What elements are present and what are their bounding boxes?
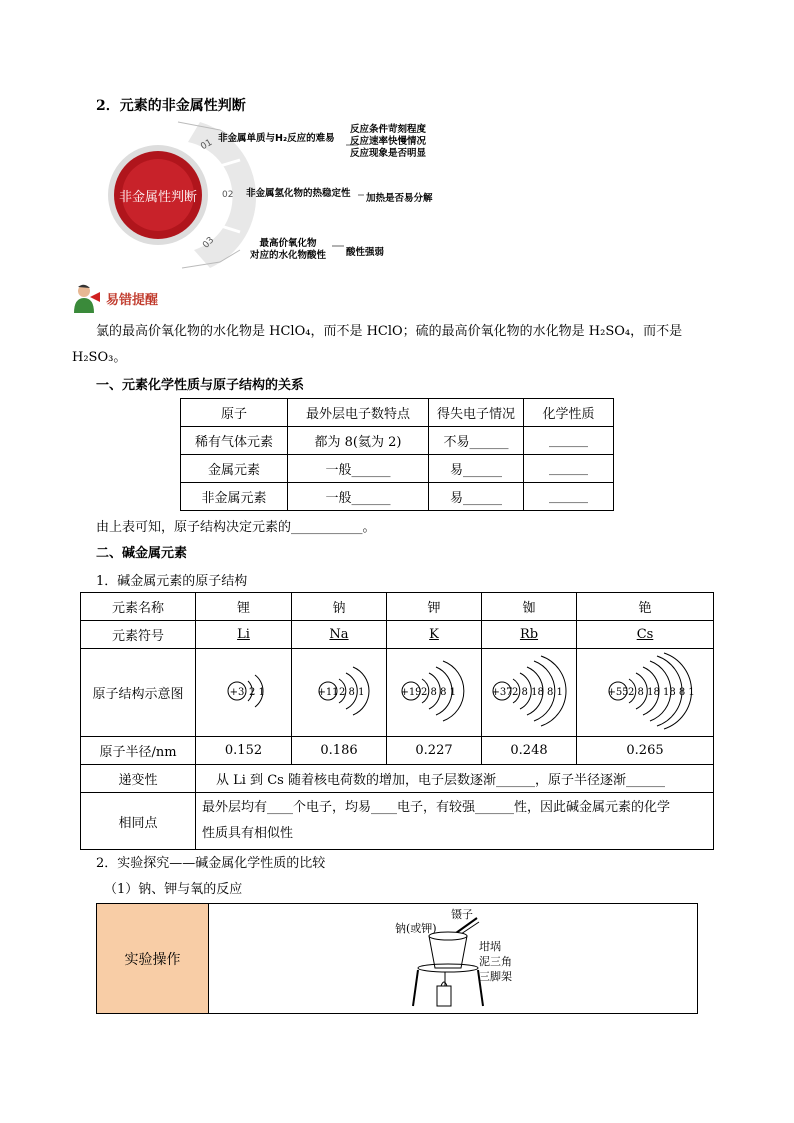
- electron-shells: 2 8 18 8 1: [512, 686, 563, 698]
- table-cell: [577, 621, 714, 649]
- table-cell: ______: [524, 455, 614, 483]
- table-cell: 0.248: [482, 737, 577, 765]
- similarity-line: 性质具有相似性: [202, 826, 294, 841]
- table-cell: ______: [524, 483, 614, 511]
- row-header: 元素符号: [81, 621, 196, 649]
- sodium-atom-diagram: [294, 651, 384, 731]
- subsection-2-1-title: （1）钠、钾与氧的反应: [104, 882, 243, 897]
- atom-diagram-cell: [387, 649, 482, 737]
- atom-diagram-cell: [196, 649, 292, 737]
- nucleus-charge: +37: [491, 686, 513, 698]
- table-cell: 一般______: [288, 455, 429, 483]
- diagram-item-1-detail: 反应现象是否明显: [350, 148, 427, 159]
- lithium-atom-diagram: [199, 651, 289, 731]
- table-cell: 金属元素: [181, 455, 288, 483]
- nucleus-charge: +3: [229, 686, 244, 698]
- row-header: 递变性: [81, 765, 196, 793]
- trend-cell: 从 Li 到 Cs 随着核电荷数的增加，电子层数逐渐______，原子半径逐渐______: [196, 765, 714, 793]
- table-cell: 一般______: [288, 483, 429, 511]
- row-header: 元素名称: [81, 593, 196, 621]
- table-header-row: [181, 399, 614, 427]
- table-conclusion: 由上表可知，原子结构决定元素的___________。: [96, 520, 376, 535]
- teacher-icon: [72, 283, 102, 313]
- atom-diagram-cell: [482, 649, 577, 737]
- table-row: [81, 649, 714, 737]
- label-metal: 钠(或钾): [395, 922, 437, 935]
- element-symbol: Li: [237, 627, 250, 642]
- table-cell: 0.186: [292, 737, 387, 765]
- subsection-1-title: 1．碱金属元素的原子结构: [96, 574, 248, 589]
- table-cell: 0.265: [577, 737, 714, 765]
- diagram-item-3: [250, 238, 326, 262]
- table-row: [81, 765, 714, 793]
- table-cell: 钾: [387, 593, 482, 621]
- row-header: 相同点: [81, 793, 196, 850]
- diagram-item-2-detail: 加热是否易分解: [366, 193, 433, 204]
- section-heading: 2．元素的非金属性判断: [96, 98, 246, 114]
- table-cell: 稀有气体元素: [181, 427, 288, 455]
- table-header: 原子: [181, 399, 288, 427]
- diagram-item-3-line: 最高价氧化物: [259, 238, 317, 249]
- table-cell: [482, 621, 577, 649]
- diagram-item-3-line: 对应的水化物酸性: [250, 250, 327, 261]
- alkali-structure-table: [80, 592, 714, 850]
- table-cell: [196, 621, 292, 649]
- table-cell: 锂: [196, 593, 292, 621]
- table-cell: 铯: [577, 593, 714, 621]
- electron-shells: 2 8 8 1: [421, 686, 456, 698]
- diagram-item-3-detail: 酸性强弱: [346, 247, 385, 258]
- nucleus-charge: +55: [607, 686, 629, 698]
- row-header: 原子结构示意图: [81, 649, 196, 737]
- label-clay-triangle: 泥三角: [479, 955, 512, 968]
- label-tripod: 三脚架: [479, 970, 512, 983]
- diagram-item-1-details: [350, 124, 426, 160]
- table-cell: 铷: [482, 593, 577, 621]
- table-cell: [387, 621, 482, 649]
- experiment-op-label: 实验操作: [97, 904, 209, 1013]
- element-symbol: Cs: [636, 627, 654, 642]
- table-row: [81, 621, 714, 649]
- row-header: 原子半径/nm: [81, 737, 196, 765]
- label-crucible: 坩埚: [479, 940, 501, 953]
- nucleus-charge: +19: [400, 686, 422, 698]
- electron-shells: 2 8 18 18 8 1: [628, 686, 695, 698]
- section-2-title: 二、碱金属元素: [96, 546, 188, 561]
- table-cell: [292, 621, 387, 649]
- atom-diagram-cell: [577, 649, 714, 737]
- table-cell: 钠: [292, 593, 387, 621]
- rubidium-atom-diagram: [484, 651, 574, 731]
- diagram-number-01: 01: [199, 137, 215, 153]
- cesium-atom-diagram: [580, 651, 710, 731]
- element-symbol: Na: [329, 627, 349, 642]
- subsection-2-title: 2．实验探究——碱金属化学性质的比较: [96, 856, 326, 871]
- section-1-title: 一、元素化学性质与原子结构的关系: [96, 378, 305, 393]
- diagram-number-02: 02: [222, 190, 234, 200]
- table-row: [181, 483, 614, 511]
- electron-shells: 2 8 1: [339, 686, 365, 698]
- table-cell: 易______: [429, 455, 524, 483]
- tip-text-line-1: 氯的最高价氧化物的水化物是 HClO₄，而不是 HClO；硫的最高价氧化物的水化物是 H₂SO₄，而不是: [96, 324, 683, 339]
- table-row: [81, 737, 714, 765]
- similarity-cell: [196, 793, 714, 850]
- table-cell: 不易______: [429, 427, 524, 455]
- tip-text-line-2: H₂SO₃。: [72, 350, 127, 365]
- table-header: 化学性质: [524, 399, 614, 427]
- atom-diagram-cell: [292, 649, 387, 737]
- similarity-line: 最外层均有____个电子，均易____电子，有较强______性，因此碱金属元素的化学: [202, 800, 671, 815]
- table-cell: 非金属元素: [181, 483, 288, 511]
- label-tweezers: 镊子: [451, 908, 473, 921]
- table-cell: 易______: [429, 483, 524, 511]
- table-cell: 都为 8(氦为 2): [288, 427, 429, 455]
- table-cell: 0.152: [196, 737, 292, 765]
- diagram-item-1-detail: 反应速率快慢情况: [350, 136, 427, 147]
- diagram-item-1-detail: 反应条件苛刻程度: [350, 124, 427, 135]
- relation-table: [180, 398, 614, 511]
- tip-label: 易错提醒: [106, 293, 159, 308]
- table-cell: ______: [524, 427, 614, 455]
- diagram-item-1: 非金属单质与H₂反应的难易: [218, 133, 335, 144]
- table-row: [181, 455, 614, 483]
- table-row: [81, 593, 714, 621]
- potassium-atom-diagram: [389, 651, 479, 731]
- nucleus-charge: +11: [317, 686, 339, 698]
- table-row: [81, 793, 714, 850]
- table-header: 最外层电子数特点: [288, 399, 429, 427]
- table-header: 得失电子情况: [429, 399, 524, 427]
- experiment-table: [96, 903, 698, 1014]
- diagram-item-2: 非金属氢化物的热稳定性: [246, 188, 351, 199]
- table-cell: 0.227: [387, 737, 482, 765]
- table-row: [181, 427, 614, 455]
- electron-shells: 2 1: [248, 686, 265, 698]
- element-symbol: K: [429, 627, 439, 642]
- diagram-number-03: 03: [201, 235, 217, 251]
- element-symbol: Rb: [519, 627, 539, 642]
- diagram-center-label: 非金属性判断: [118, 190, 197, 205]
- nonmetal-judgment-diagram: [100, 120, 450, 275]
